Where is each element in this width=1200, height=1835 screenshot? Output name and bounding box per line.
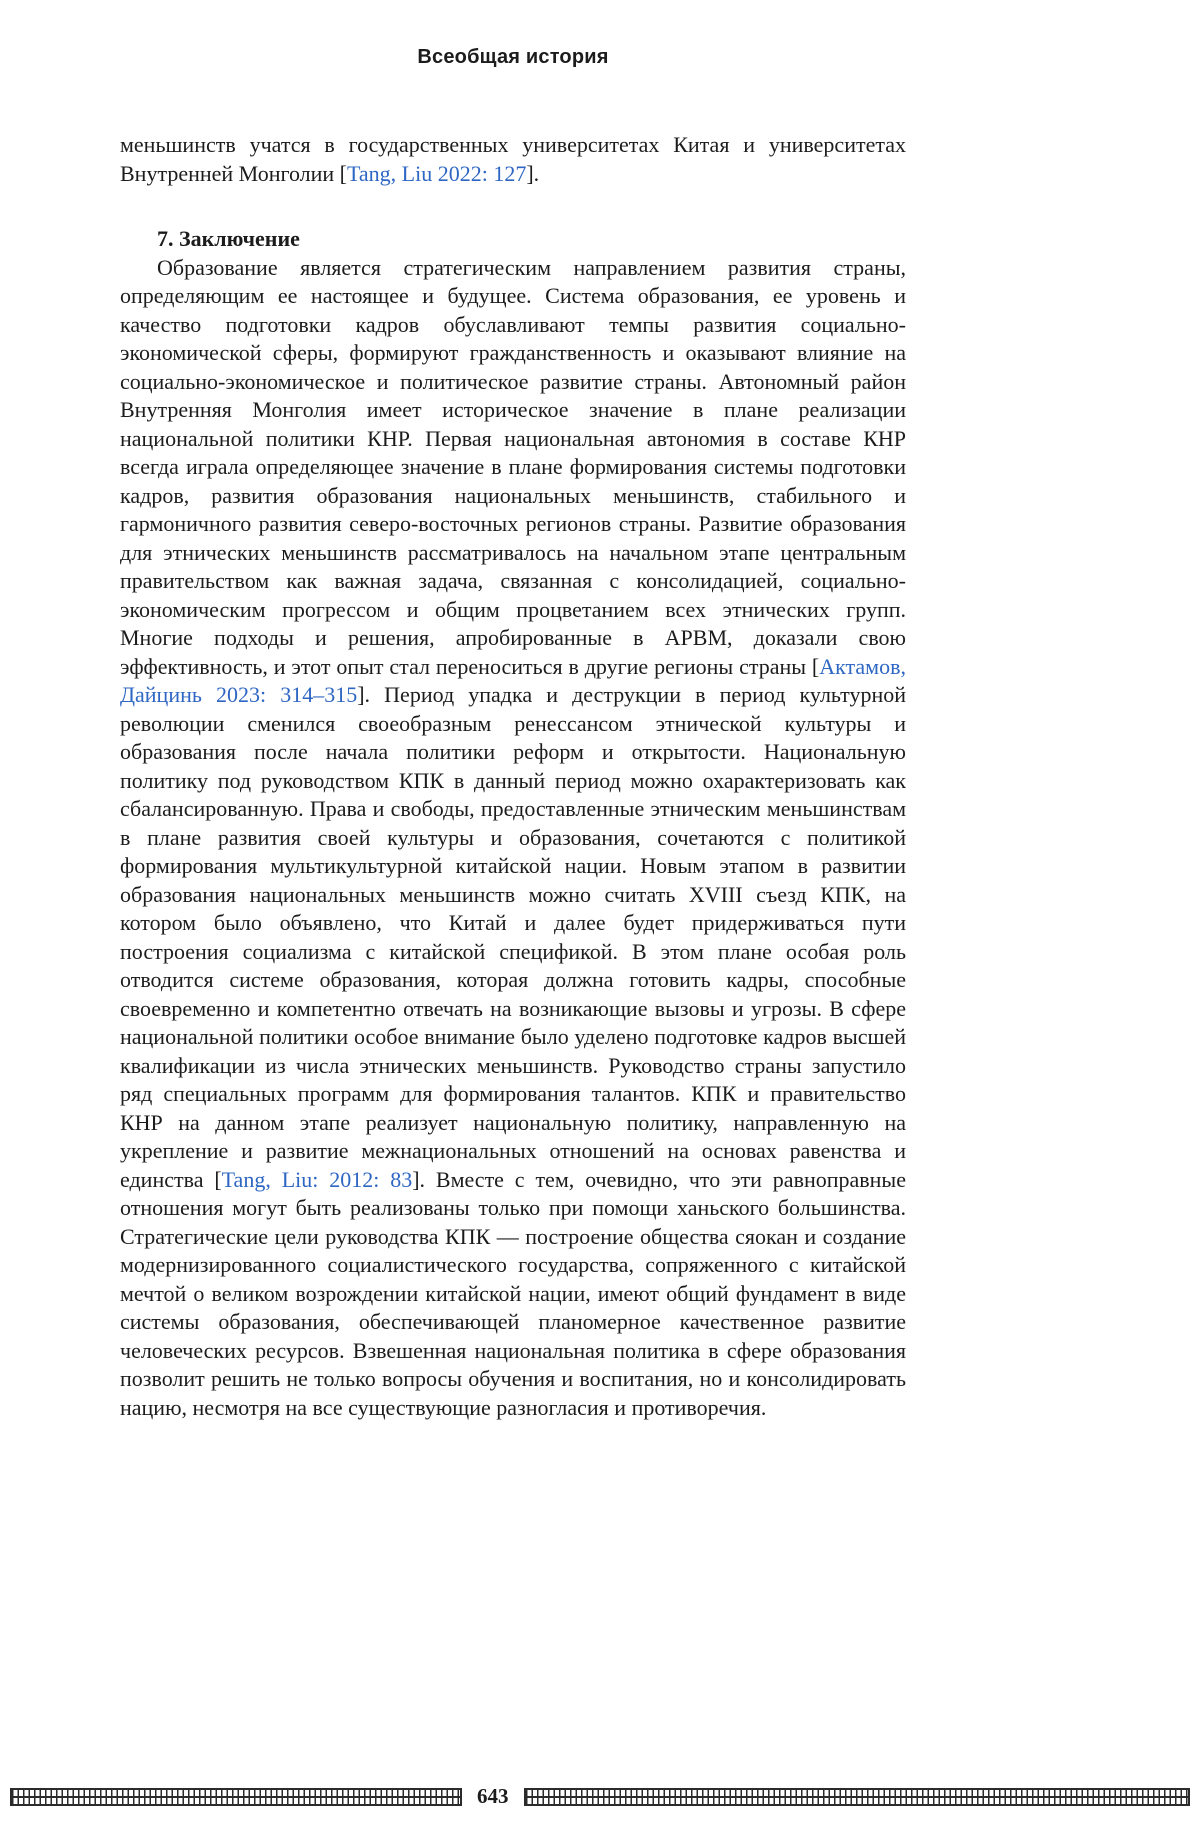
carryover-paragraph <box>120 131 906 188</box>
citation-link[interactable]: Tang, Liu: 2012: 83 <box>221 1166 413 1192</box>
text-run: Образование является стратегическим направлением развития страны, определяющим ее настоящее и будущее. Система образования, ее уровень и качество подготовки кадров обуславливают темпы развития социально-экономической сферы, формируют гражданственность и оказывают влияние на социально-экономическое и политическое развитие страны. Автономный район Внутренняя Монголия имеет историческое значение в плане реализации национальной политики КНР. Первая национальная автономия в составе КНР всегда играла определяющее значение в плане формирования системы подготовки кадров, развития образования национальных меньшинств, стабильного и гармоничного развития северо-восточных регионов страны. Развитие образования для этнических меньшинств рассматривалось на начальном этапе центральным правительством как важная задача, связанная с консолидацией, социально-экономическим прогрессом и общим процветанием всех этнических групп. Многие подходы и решения, апробированные в АРВМ, доказали свою эффективность, и этот опыт стал переноситься в другие регионы страны [ <box>120 254 906 679</box>
text-run: ]. Вместе с тем, очевидно, что эти равноправные отношения могут быть реализованы только при помощи ханьского большинства. Стратегические цели руководства КПК — построение общества сяокан и создание модернизированного социалистического государства, сопряженного с китайской мечтой о великом возрождении китайской нации, имеют общий фундамент в виде системы образования, обеспечивающей планомерное качественное развитие человеческих ресурсов. Взвешенная национальная политика в сфере образования позволит решить не только вопросы обучения и воспитания, но и консолидировать нацию, несмотря на все существующие разногласия и противоречия. <box>120 1166 906 1420</box>
meander-ornament-right <box>524 1788 1191 1806</box>
page-number: 643 <box>477 1784 509 1808</box>
meander-ornament-left <box>10 1788 462 1806</box>
article-body <box>120 131 906 1422</box>
citation-link[interactable]: Актамов, Дайцинь 2023: 314–315 <box>120 653 906 707</box>
citation-link[interactable]: Tang, Liu 2022: 127 <box>347 160 527 186</box>
running-header: Всеобщая история <box>417 46 609 68</box>
text-run: ]. Период упадка и деструкции в период культурной революции сменился своеобразным ренессансом этнической культуры и образования после начала политики реформ и открытости. Национальную политику под руководством КПК в данный период можно охарактеризовать как сбалансированную. Права и свободы, предоставленные этническим меньшинствам в плане развития своей культуры и образования, сочетаются с политикой формирования мультикультурной китайской нации. Новым этапом в развитии образования национальных меньшинств можно считать XVIII съезд КПК, на котором было объявлено, что Китай и далее будет придерживаться пути построения социализма с китайской спецификой. В этом плане особая роль отводится системе образования, которая должна готовить кадры, способные своевременно и компетентно отвечать на возникающие вызовы и угрозы. В сфере национальной политики особое внимание было уделено подготовке кадров высшей квалификации из числа этнических меньшинств. Руководство страны запустило ряд специальных программ для формирования талантов. КПК и правительство КНР на данном этапе реализует национальную политику, направленную на укрепление и развитие межнациональных отношений на основах равенства и единства [ <box>120 682 906 1192</box>
conclusion-paragraph <box>120 254 906 1423</box>
text-run: меньшинств учатся в государственных университетах Китая и университетах Внутренней Монголии [ <box>120 132 906 186</box>
text-run: ]. <box>526 160 540 186</box>
page-footer <box>10 1784 1190 1809</box>
section-heading: 7. Заключение <box>157 226 300 251</box>
